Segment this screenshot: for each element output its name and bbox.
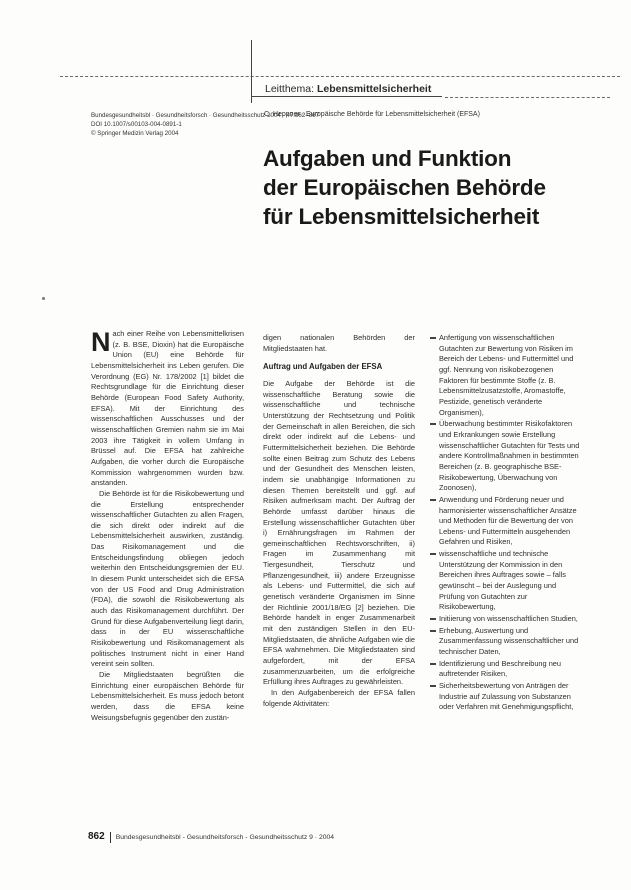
list-item: Anwendung und Förderung neuer und harmonisierter wissenschaftlicher Ansätze und Methoden für die Bewertung der von Lebens- und Futtermitteln ausgehenden Gefahren und Risiken,: [430, 495, 580, 548]
title-line: für Lebensmittelsicherheit: [263, 204, 540, 229]
column-2: [263, 333, 415, 709]
list-item: wissenschaftliche und technische Unterstützung der Kommission in den Bereichen ihres Auftrages sowie – falls gewünscht – bei der Auslegung und Prüfung von Gutachten zur Risikobewertung,: [430, 549, 580, 613]
paragraph: In den Aufgabenbereich der EFSA fallen folgende Aktivitäten:: [263, 688, 415, 708]
activity-list: [430, 333, 580, 713]
paragraph: Nach einer Reihe von Lebensmittelkrisen (z. B. BSE, Dioxin) hat die Europäische Union (EU) eine Behörde für Lebensmittelsicherheit ins Leben gerufen. Die Verordnung (EG) Nr. 178/2002 [1] bildet die Rechtsgrundlage für die Einrichtung dieser Behörde (European Food Safety Authority, EFSA). Mit der Einrichtung des wissenschaftlichen Ausschusses und der wissenschaftlichen Gremien nahm sie im Mai 2003 ihre Tätigkeit in vollem Umfang in Brüssel auf. Die EFSA hat zahlreiche Aufgaben, die vorher durch die Europäische Kommission wahrgenommen wurden bzw. anstanden.: [91, 327, 244, 488]
title-line: der Europäischen Behörde: [263, 175, 546, 200]
meta-line: Bundesgesundheitsbl · Gesundheitsforsch · Gesundheitsschutz 2004 · 47:862–867: [91, 112, 320, 119]
section-header-prefix: Leitthema:: [265, 83, 317, 95]
author-line: C. Heppner · Europäische Behörde für Lebensmittelsicherheit (EFSA): [264, 111, 480, 118]
paragraph: digen nationalen Behörden der Mitgliedstaaten hat.: [263, 333, 415, 353]
section-header-topic: Lebensmittelsicherheit: [316, 83, 432, 95]
list-item: Überwachung bestimmter Risikofaktoren und Erkrankungen sowie Erstellung wissenschaftlicher Gutachten für Tests und andere Kontrollmaßnahmen in bestimmten Bereichen (z. B. geographische BSE-Risikobewertung, Überwachung von Zoonosen),: [430, 419, 580, 494]
list-item: Anfertigung von wissenschaftlichen Gutachten zur Bewertung von Risiken im Bereich der Lebens- und Futtermittel und ggf. Nennung von risikobezogenen Faktoren für bestimmte Stoffe (z. B. Lebensmittelzusatzstoffe, Aromastoffe, Pestizide, genetisch veränderte Organismen),: [430, 333, 580, 418]
header-vertical-rule: [251, 40, 252, 103]
article-title: [263, 144, 593, 231]
journal-name: Bundesgesundheitsbl - Gesundheitsforsch - Gesundheitsschutz 9 · 2004: [115, 834, 335, 841]
list-item: Identifizierung und Beschreibung neu auftretender Risiken,: [430, 659, 580, 680]
meta-line: DOI 10.1007/s00103-004-0891-1: [91, 120, 182, 128]
section-header: [265, 83, 431, 95]
list-item: Erhebung, Auswertung und Zusammenfassung wissenschaftlicher und technischer Daten,: [430, 626, 580, 658]
meta-line: © Springer Medizin Verlag 2004: [91, 129, 179, 137]
paragraph: Die Behörde ist für die Risikobewertung und die Erstellung entsprechender wissenschaftlicher Gutachten zu allen Fragen, die sich direkt oder indirekt auf die Lebensmittelsicherheit auswirken, zuständig. Das Risikomanagement und die Entscheidungsfindung obliegen jedoch weiterhin den Entscheidungsgremien der EU. In diesem Punkt unterscheidet sich die EFSA von der US Food and Drug Administration (FDA), die sowohl die Risikobewertung als auch das Risikomanagement durchführt. Der Grund für diese Aufgabenverteilung liegt darin, dass in der EU wissenschaftliche Risikobewertung und Risikomanagement als politisches Instrument nicht in einer Hand vereint sein sollten.: [91, 488, 244, 669]
column-1: [91, 329, 244, 723]
paragraph: Die Aufgabe der Behörde ist die wissenschaftliche Beratung sowie die wissenschaftliche und technische Unterstützung der Rechtsetzung und Politik der Gemeinschaft in allen Bereichen, die sich direkt oder indirekt auf die Lebens- und Futtermittelsicherheit beziehen. Die Behörde sollte einen Beitrag zum Schutz des Lebens und der Gesundheit des Menschen leisten, indem sie unabhängige Informationen zu diesen Themen bereitstellt und ggf. auf Risiken aufmerksam macht. Der Auftrag der Behörde umfasst darüber hinaus die Erstellung wissenschaftlicher Gutachten über i) Ernährungsfragen im Rahmen der gemeinschaftlichen Rechtsvorschriften, ii) Fragen im Zusammenhang mit Tiergesundheit, Tierschutz und Pflanzengesundheit, iii) andere Erzeugnisse als Lebens- und Futtermittel, die sich auf genetisch veränderte Organismen im Sinne der Richtlinie 2001/18/EG [2] beziehen. Die Behörde handelt in enger Zusammenarbeit mit den zuständigen Stellen in den EU-Mitgliedstaaten, die ähnliche Aufgaben wie die EFSA wahrnehmen. Die Mitgliedstaaten sind aufgefordert, mit der EFSA zusammenzuarbeiten, um die erfolgreiche Erfüllung ihres Auftrages zu gewährleisten.: [263, 378, 415, 687]
top-dashed-rule: [60, 76, 620, 77]
header-underline: [252, 96, 442, 97]
margin-mark: [42, 297, 45, 300]
page-footer: [88, 831, 334, 843]
subheading: Auftrag und Aufgaben der EFSA: [263, 362, 383, 372]
page-number: 862: [88, 831, 105, 842]
header-dashed-rule: [445, 97, 610, 98]
column-3: [430, 333, 580, 714]
title-line: Aufgaben und Funktion: [263, 146, 512, 171]
list-item: Initiierung von wissenschaftlichen Studien,: [430, 614, 580, 625]
drop-cap: N: [91, 327, 111, 357]
citation-meta: [91, 112, 320, 138]
paragraph: Die Mitgliedstaaten begrüßten die Einrichtung einer europäischen Behörde für Lebensmittelsicherheit. Es muss jedoch betont werden, dass die EFSA keine Weisungsbefugnis gegenüber den zustän-: [91, 670, 244, 722]
list-item: Sicherheitsbewertung von Anträgen der Industrie auf Zulassung von Substanzen oder Verfahren mit Genehmigungspflicht,: [430, 681, 580, 713]
footer-separator: [110, 832, 111, 843]
